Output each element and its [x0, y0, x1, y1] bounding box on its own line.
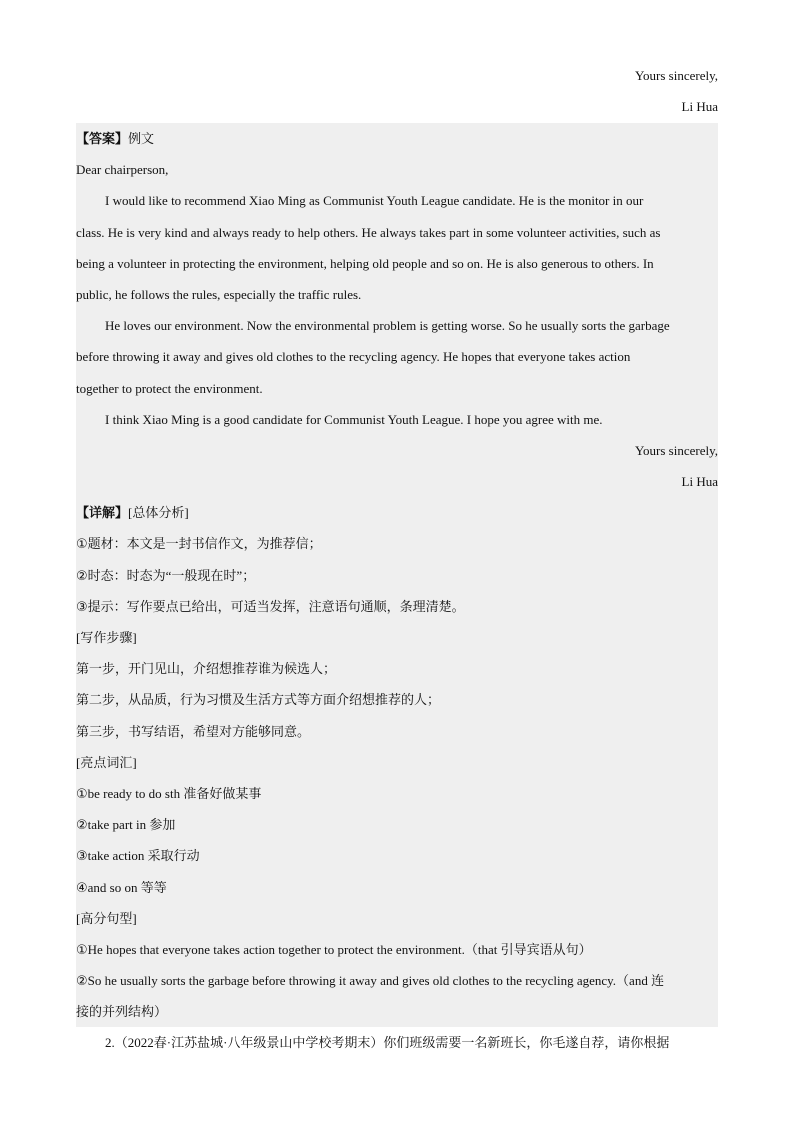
item-number: ①	[76, 537, 88, 553]
item-text: take action 采取行动	[87, 848, 200, 864]
sample-line: before throwing it away and gives old clothes to the recycling agency. He hopes that everyone takes action	[76, 341, 718, 372]
letter-closing: Yours sincerely,	[634, 68, 718, 83]
steps-heading: [写作步骤]	[76, 622, 718, 653]
analysis-heading-text: [总体分析]	[128, 505, 189, 521]
item-number: ④	[76, 880, 88, 896]
item-number: ①	[76, 786, 88, 802]
sample-line: I would like to recommend Xiao Ming as Communist Youth League candidate. He is the monitor in our	[76, 185, 718, 216]
sample-line: being a volunteer in protecting the environment, helping old people and so on. He is also generous to others. In	[76, 248, 718, 279]
next-question-line: 2.（2022春·江苏盐城·八年级景山中学校考期末）你们班级需要一名新班长，你毛遂自荐，请你根据	[105, 1035, 670, 1050]
item-number: ③	[76, 849, 88, 865]
item-number: ③	[76, 599, 88, 615]
item-number: ②	[76, 568, 88, 584]
item-text: 提示：写作要点已给出，可适当发挥，注意语句通顺，条理清楚。	[87, 598, 465, 614]
step-item: 第二步，从品质，行为习惯及生活方式等方面介绍想推荐的人；	[76, 684, 718, 715]
sentence-continuation: 接的并列结构）	[76, 996, 718, 1027]
item-text: and so on 等等	[87, 879, 167, 895]
sample-closing: Yours sincerely,	[76, 435, 718, 466]
overview-item	[76, 591, 718, 622]
sample-line: together to protect the environment.	[76, 373, 718, 404]
sample-signature: Li Hua	[76, 466, 718, 497]
item-text: be ready to do sth 准备好做某事	[87, 785, 262, 801]
vocab-item	[76, 778, 718, 809]
overview-item	[76, 528, 718, 559]
sample-line: public, he follows the rules, especially the traffic rules.	[76, 279, 718, 310]
sentence-item	[76, 934, 718, 965]
answer-analysis-block	[76, 123, 718, 1027]
sentences-heading: [高分句型]	[76, 903, 718, 934]
vocab-item	[76, 840, 718, 871]
item-number: ②	[76, 974, 88, 990]
sample-line: I think Xiao Ming is a good candidate for Communist Youth League. I hope you agree with me.	[76, 404, 718, 435]
item-text: He hopes that everyone takes action together to protect the environment.（that 引导宾语从句）	[87, 941, 592, 957]
letter-signature: Li Hua	[681, 99, 718, 114]
sample-salutation: Dear chairperson,	[76, 154, 718, 185]
overview-item	[76, 560, 718, 591]
item-text: 时态：时态为“一般现在时”；	[87, 567, 256, 583]
item-text: So he usually sorts the garbage before throwing it away and gives old clothes to the recycling agency.（and 连	[87, 973, 665, 989]
answer-heading-text: 例文	[128, 131, 155, 146]
vocab-item	[76, 872, 718, 903]
step-item: 第三步，书写结语，希望对方能够同意。	[76, 716, 718, 747]
vocab-heading: [亮点词汇]	[76, 747, 718, 778]
item-number: ①	[76, 942, 88, 958]
sentence-item	[76, 965, 718, 996]
item-text: 题材：本文是一封书信作文，为推荐信；	[87, 536, 322, 552]
answer-heading	[76, 123, 718, 154]
analysis-heading	[76, 497, 718, 528]
item-text: take part in 参加	[87, 817, 176, 833]
vocab-item	[76, 809, 718, 840]
item-number: ②	[76, 818, 88, 834]
sample-line: He loves our environment. Now the environmental problem is getting worse. So he usually sorts the garbage	[76, 310, 718, 341]
answer-label: 【答案】	[76, 131, 129, 146]
sample-line: class. He is very kind and always ready to help others. He always takes part in some volunteer activities, such as	[76, 217, 718, 248]
analysis-label: 【详解】	[76, 505, 129, 521]
step-item: 第一步，开门见山，介绍想推荐谁为候选人；	[76, 653, 718, 684]
